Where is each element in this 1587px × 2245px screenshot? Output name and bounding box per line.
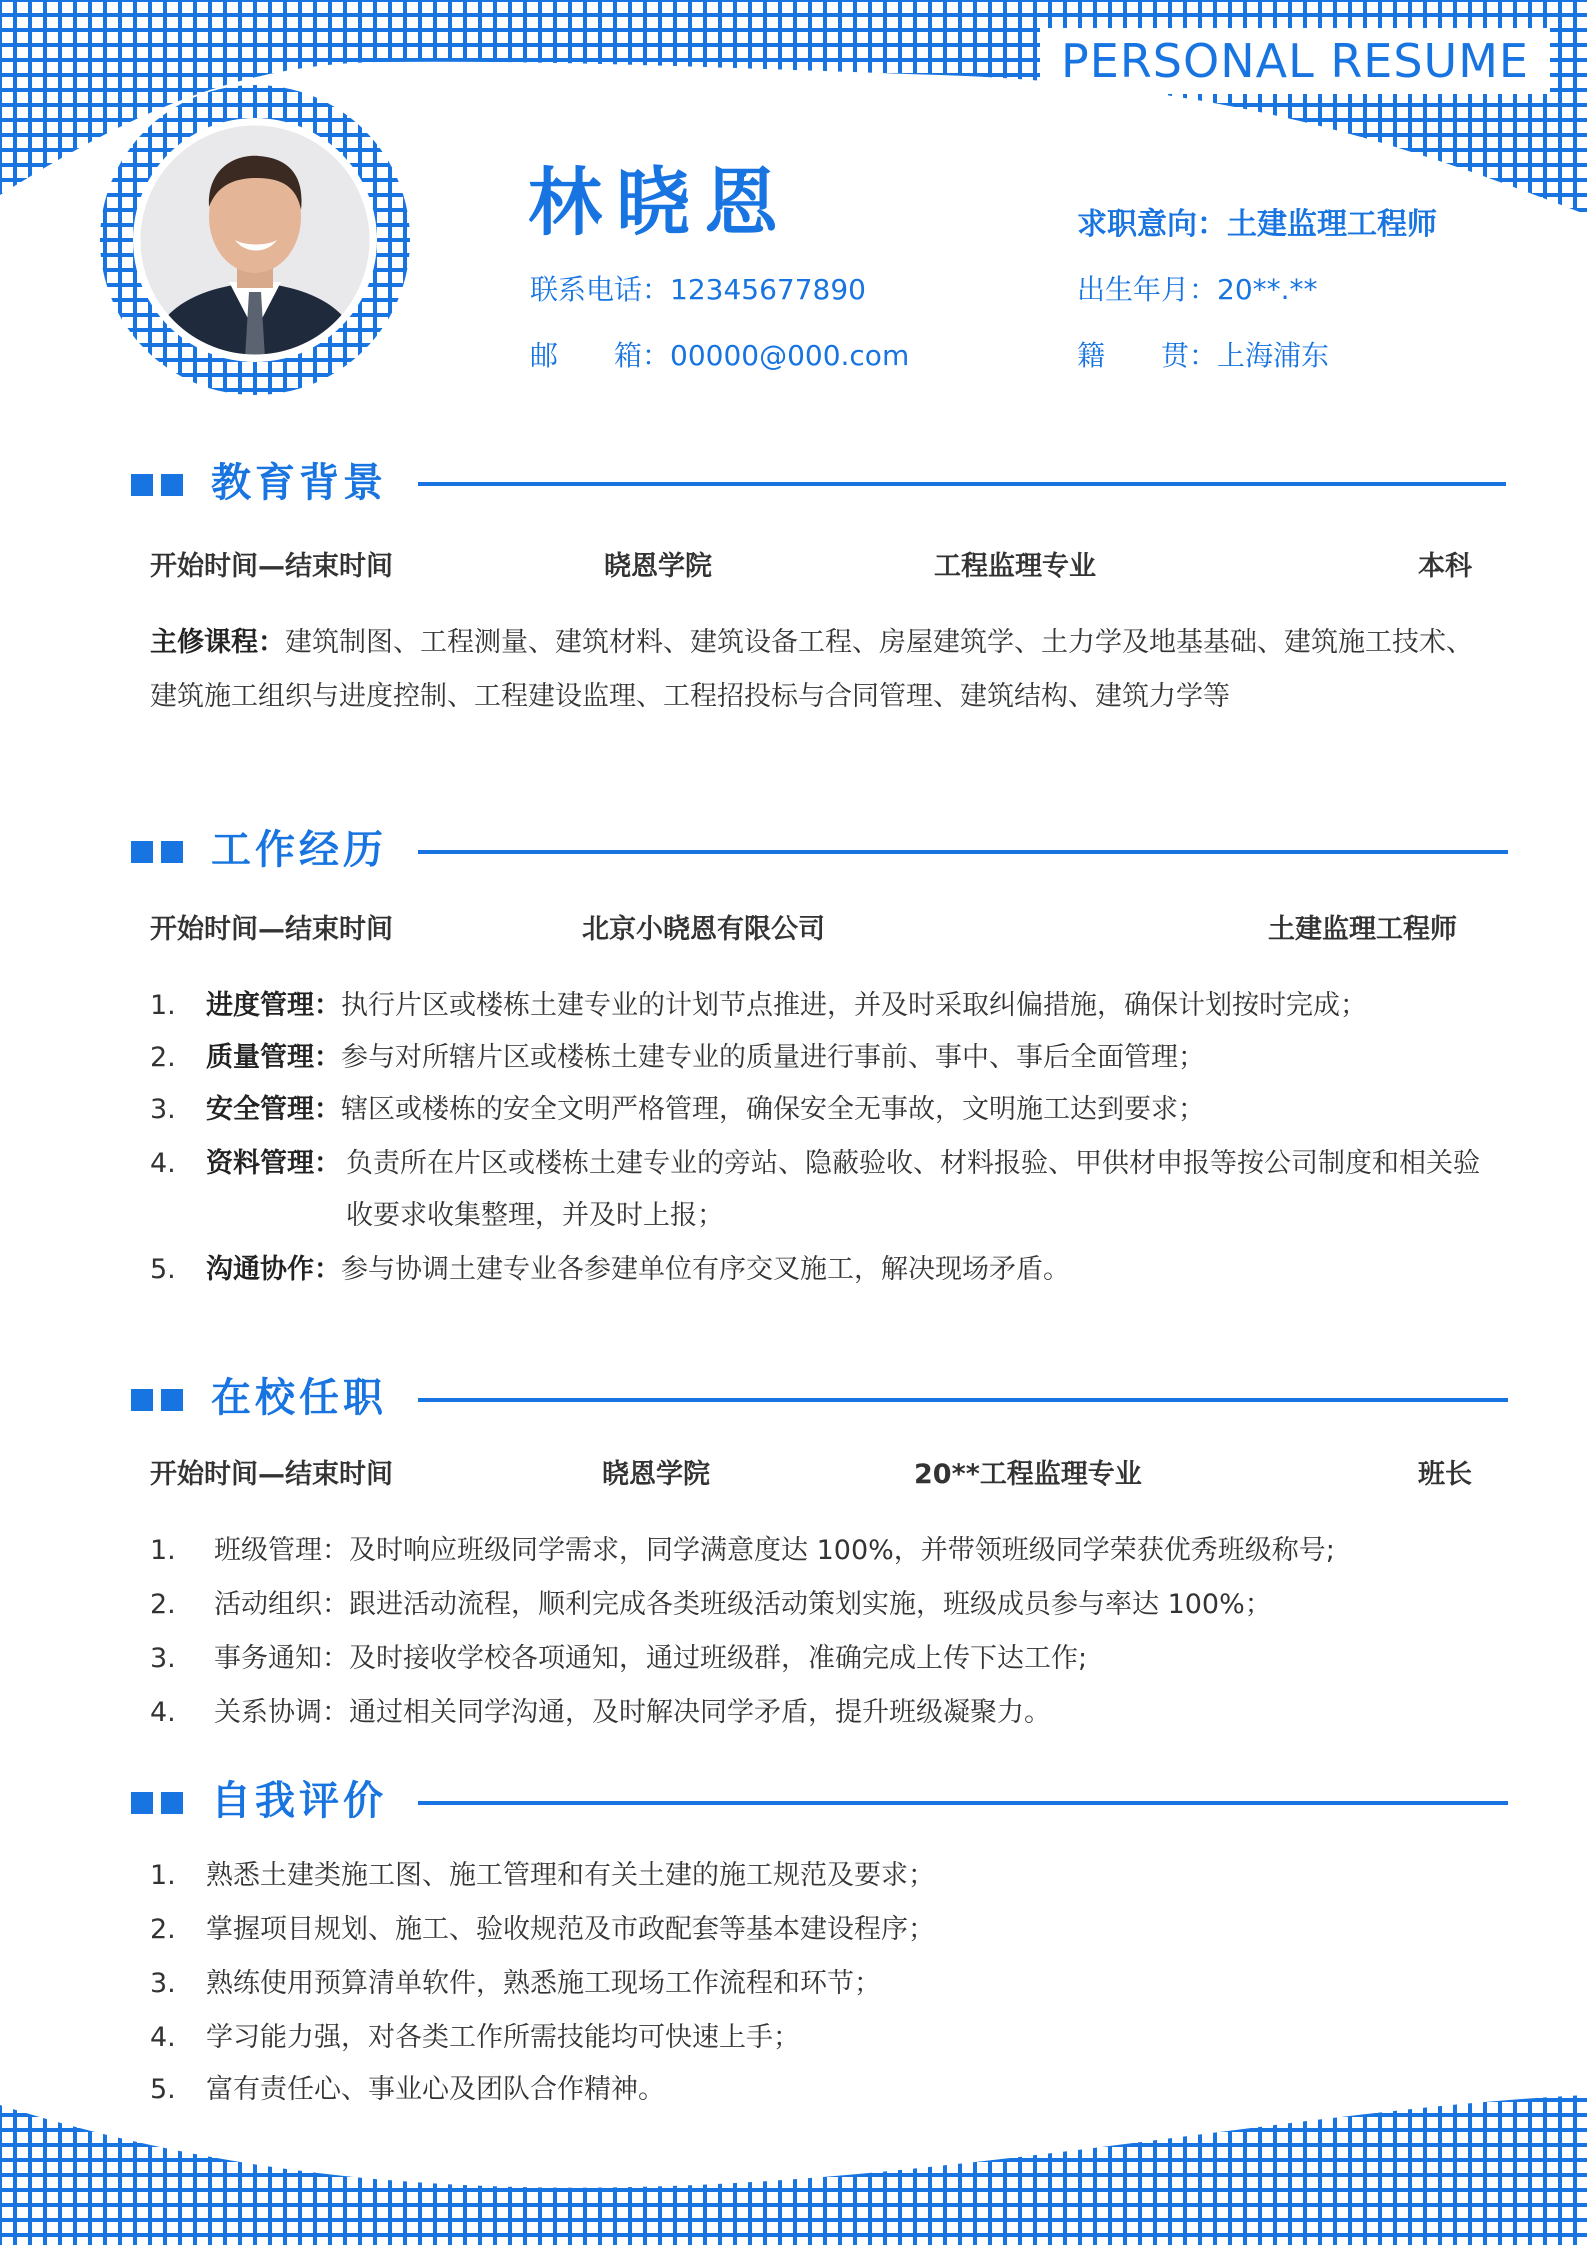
section-marker	[131, 474, 187, 496]
edu-period: 开始时间—结束时间	[150, 551, 393, 582]
section-marker	[131, 1389, 187, 1411]
self-title: 自我评价	[211, 1778, 387, 1824]
education-title: 教育背景	[211, 460, 387, 506]
list-item: 1. 熟悉土建类施工图、施工管理和有关土建的施工规范及要求；	[150, 1860, 935, 1891]
phone: 联系电话：12345677890	[530, 273, 866, 306]
list-item: 3. 熟练使用预算清单软件，熟悉施工现场工作流程和环节；	[150, 1968, 881, 1999]
list-item: 2. 掌握项目规划、施工、验收规范及市政配套等基本建设程序；	[150, 1914, 935, 1945]
courses-label: 主修课程：	[150, 627, 285, 658]
edu-major: 工程监理专业	[934, 551, 1096, 582]
campus-title: 在校任职	[211, 1375, 387, 1421]
section-divider	[418, 1801, 1508, 1805]
campus-school: 晓恩学院	[602, 1459, 710, 1490]
campus-period: 开始时间—结束时间	[150, 1459, 393, 1490]
courses-text: 建筑制图、工程测量、建筑材料、建筑设备工程、房屋建筑学、土力学及地基基础、建筑施工技术、建筑施工组织与进度控制、工程建设监理、工程招投标与合同管理、建筑结构、建筑力学等	[150, 627, 1473, 712]
work-title: 工作经历	[211, 827, 387, 873]
bottom-grid-band	[0, 2095, 1587, 2245]
list-item: 1. 班级管理：及时响应班级同学需求，同学满意度达 100%，并带领班级同学荣获优秀班级称号;	[150, 1535, 1335, 1566]
list-item: 3. 安全管理：辖区或楼栋的安全文明严格管理，确保安全无事故，文明施工达到要求；	[150, 1094, 1205, 1125]
section-divider	[418, 482, 1506, 486]
campus-major: 20**工程监理专业	[914, 1459, 1142, 1490]
job-target: 求职意向：土建监理工程师	[1077, 207, 1437, 242]
candidate-name: 林晓恩	[528, 160, 792, 246]
work-period: 开始时间—结束时间	[150, 914, 393, 945]
list-item: 1. 进度管理：执行片区或楼栋土建专业的计划节点推进，并及时采取纠偏措施，确保计划按时完成；	[150, 990, 1367, 1021]
edu-courses	[150, 616, 1480, 724]
work-company: 北京小晓恩有限公司	[582, 914, 825, 945]
list-item: 4. 资料管理： 负责所在片区或楼栋土建专业的旁站、隐蔽验收、材料报验、甲供材申报等按公司制度和相关验收要求收集整理，并及时上报；	[150, 1148, 1480, 1231]
section-divider	[418, 1398, 1508, 1402]
work-position: 土建监理工程师	[1268, 914, 1457, 945]
list-item: 2. 质量管理：参与对所辖片区或楼栋土建专业的质量进行事前、事中、事后全面管理；	[150, 1042, 1205, 1073]
list-item: 2. 活动组织：跟进活动流程，顺利完成各类班级活动策划实施，班级成员参与率达 100%；	[150, 1589, 1272, 1620]
edu-school: 晓恩学院	[604, 551, 712, 582]
edu-degree: 本科	[1418, 551, 1472, 582]
campus-role: 班长	[1418, 1459, 1472, 1490]
section-marker	[131, 841, 187, 863]
section-divider	[418, 850, 1508, 854]
list-item: 5. 富有责任心、事业心及团队合作精神。	[150, 2074, 665, 2105]
birth-date: 出生年月：20**.**	[1077, 273, 1318, 306]
resume-banner: PERSONAL RESUME	[1040, 28, 1550, 94]
list-item: 5. 沟通协作：参与协调土建专业各参建单位有序交叉施工，解决现场矛盾。	[150, 1254, 1070, 1285]
list-item: 4. 学习能力强，对各类工作所需技能均可快速上手；	[150, 2022, 800, 2053]
avatar	[137, 122, 373, 358]
list-item: 3. 事务通知：及时接收学校各项通知，通过班级群，准确完成上传下达工作;	[150, 1643, 1088, 1674]
email: 邮 箱：00000@000.com	[530, 339, 910, 372]
section-marker	[131, 1792, 187, 1814]
list-item: 4. 关系协调：通过相关同学沟通，及时解决同学矛盾，提升班级凝聚力。	[150, 1697, 1051, 1728]
origin: 籍 贯：上海浦东	[1077, 339, 1330, 372]
